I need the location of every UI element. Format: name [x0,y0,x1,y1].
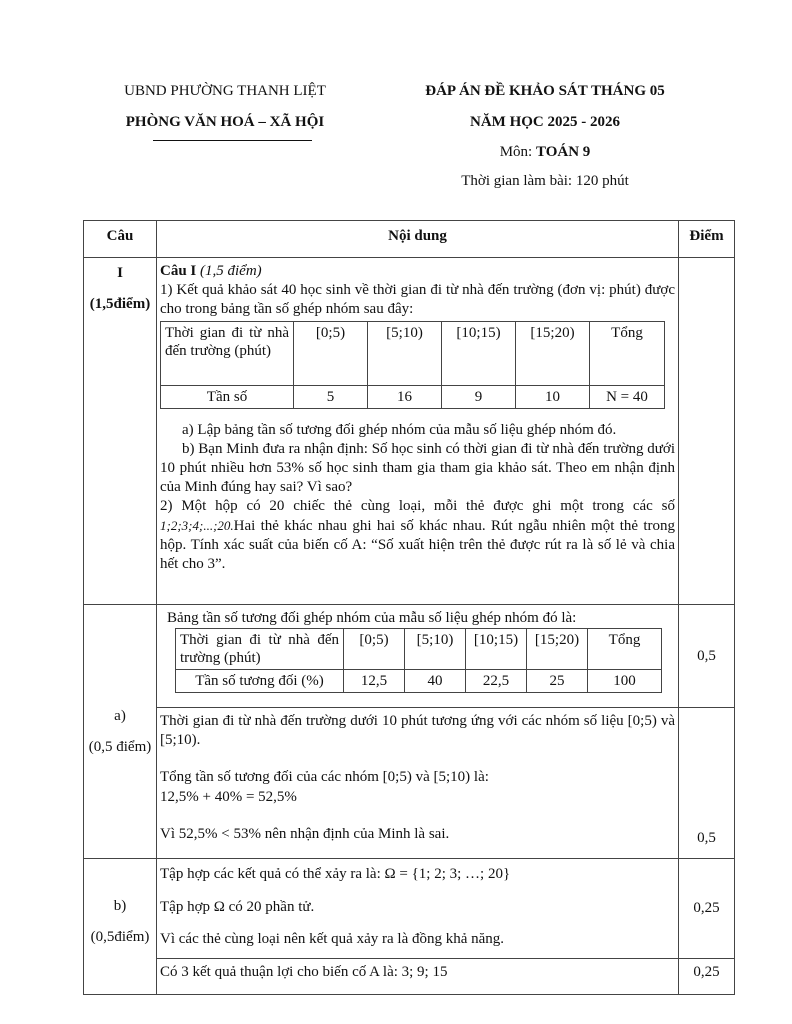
part-a-score-1: 0,5 [679,605,735,708]
col-header-cau: Câu [84,221,157,258]
question-points: (1,5điểm) [89,296,151,312]
part-b-line3: Vì các thẻ cùng loại nên kết quả xảy ra là đồng khả năng. [160,931,505,947]
subject-line: Môn: TOÁN 9 [499,144,591,160]
freq-group: [5;10) [368,322,442,386]
freq-group: [0;5) [294,322,368,386]
part-b-answer [157,859,679,959]
part-b-score-2: 0,25 [679,959,735,995]
col-header-noidung: Nội dung [157,221,679,258]
freq-group: [10;15) [442,322,516,386]
part-a-line4: Vì 52,5% < 53% nên nhận định của Minh là sai. [160,826,450,842]
relative-frequency-table [175,628,662,693]
rel-value: 25 [527,670,588,693]
rel-total-header: Tổng [588,629,662,670]
rel-value: 12,5 [344,670,405,693]
freq-row-label: Tần số [161,386,294,409]
question-part1-text: 1) Kết quả khảo sát 40 học sinh về thời gian đi từ nhà đến trường (đơn vị: phút) được cho trong bảng tần số ghép nhóm sau đây: [160,282,675,317]
frequency-table [160,321,665,409]
rel-row-label: Tần số tương đối (%) [176,670,344,693]
part-a-line2: Tổng tần số tương đối của các nhóm [0;5) và [5;10) là: [160,769,489,785]
rel-group: [15;20) [527,629,588,670]
question-number: I [117,265,123,281]
doc-title: ĐÁP ÁN ĐỀ KHẢO SÁT THÁNG 05 [425,83,665,99]
school-year: NĂM HỌC 2025 - 2026 [470,114,620,130]
freq-value: 9 [442,386,516,409]
exam-time: Thời gian làm bài: 120 phút [461,173,629,189]
part-b-line2: Tập hợp Ω có 20 phần tử. [160,899,315,915]
rel-value: 40 [405,670,466,693]
freq-total: N = 40 [590,386,665,409]
col-header-diem: Điểm [679,221,735,258]
part-a-label: a) [114,707,126,724]
freq-header-label: Thời gian đi từ nhà đến trường (phút) [161,322,294,386]
part-b-score-1: 0,25 [679,859,735,959]
part-b-label: b) [113,898,127,914]
school-name: UBND PHƯỜNG THANH LIỆT [124,83,326,99]
part-a-intro: Bảng tần số tương đối ghép nhóm của mẫu số liệu ghép nhóm đó là: [167,610,577,626]
part-a-table-content [157,605,679,708]
part-a-answer [157,708,679,859]
part-a-line1: Thời gian đi từ nhà đến trường dưới 10 phút tương ứng với các nhóm số liệu [0;5) và [5;10). [160,713,675,748]
part-b-cell [84,859,157,995]
rel-value: 22,5 [466,670,527,693]
part-a-points: (0,5 điểm) [88,738,152,755]
rel-header-label: Thời gian đi từ nhà đến trường (phút) [176,629,344,670]
question-part-a: a) Lập bảng tần số tương đối ghép nhóm của mẫu số liệu ghép nhóm đó. [182,422,617,438]
header-divider [153,140,312,141]
question-part2: 2) Một hộp có 20 chiếc thẻ cùng loại, mỗi thẻ được ghi một trong các số 1;2;3;4;...;20.Hai thẻ khác nhau ghi hai số khác nhau. Rút ngẫu nhiên một thẻ trong hộp. Tính xác suất của biến cố A: “Số xuất hiện trên thẻ được rút ra là số lẻ và chia hết cho 3”. [160,498,675,572]
rel-group: [10;15) [466,629,527,670]
question-1-cell [84,258,157,605]
question-part-b: b) Bạn Minh đưa ra nhận định: Số học sinh có thời gian đi từ nhà đến trường dưới 10 phút nhiều hơn 53% số học sinh tham gia tham gia khảo sát. Theo em nhận định của Minh đúng hay sai? Vì sao? [160,441,675,495]
freq-value: 10 [516,386,590,409]
department-name: PHÒNG VĂN HOÁ – XÃ HỘI [125,114,325,130]
answer-table [83,220,735,995]
part-a-line3: 12,5% + 40% = 52,5% [160,789,297,805]
freq-group: [15;20) [516,322,590,386]
question-title: Câu I (1,5 điểm) [160,263,262,279]
question-1-content [157,258,679,605]
freq-value: 16 [368,386,442,409]
freq-value: 5 [294,386,368,409]
rel-group: [0;5) [344,629,405,670]
question-1-score [679,258,735,605]
part-b-line1: Tập hợp các kết quả có thể xảy ra là: Ω = {1; 2; 3; …; 20} [160,866,511,882]
rel-group: [5;10) [405,629,466,670]
part-b-line4: Có 3 kết quả thuận lợi cho biến cố A là: 3; 9; 15 [160,964,448,980]
part-b-favorable [157,959,679,995]
rel-total: 100 [588,670,662,693]
part-a-score-2: 0,5 [679,708,735,859]
freq-total-header: Tổng [590,322,665,386]
part-a-cell [84,605,157,859]
part-b-points: (0,5điểm) [90,929,150,945]
